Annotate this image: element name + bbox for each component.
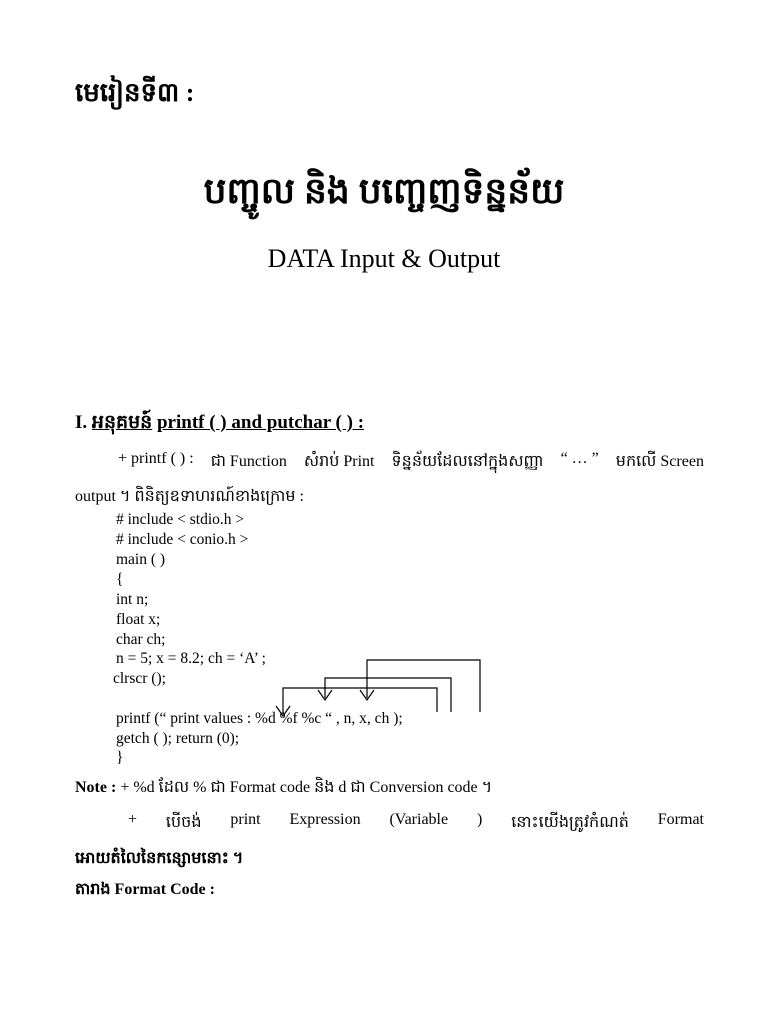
paragraph-word: (Variable <box>389 811 449 828</box>
arrow-ch-to-c <box>367 660 480 712</box>
code-line: int n; <box>116 591 149 608</box>
paragraph-word: + printf ( ) : <box>118 450 194 467</box>
paragraph-word: ជា Function <box>210 453 287 470</box>
page-title-khmer: បញ្ចូល និង បញ្ចេញទិន្នន័យ <box>203 171 565 211</box>
section-khmer-word: អនុគមន៍ <box>91 412 153 433</box>
paragraph-word: មកលើ Screen <box>615 453 704 470</box>
arrow-n-to-d <box>283 688 437 714</box>
paragraph-word: print <box>230 811 261 828</box>
code-line: # include < stdio.h > <box>116 511 245 528</box>
code-line: # include < conio.h > <box>116 531 249 548</box>
code-line: getch ( ); return (0); <box>116 730 240 747</box>
code-line: main ( ) <box>116 551 166 568</box>
paragraph-expression-continued: អោយតំលៃនៃកន្សោមនោះ ។ <box>75 850 244 867</box>
note-line <box>75 776 492 800</box>
section-numeral: I. <box>75 412 88 433</box>
code-line: char ch; <box>116 631 166 648</box>
paragraph-word: បើចង់ <box>165 814 202 831</box>
note-label: Note : <box>75 779 117 796</box>
paragraph-word: សំរាប់ Print <box>303 453 375 470</box>
paragraph-expression <box>128 811 704 835</box>
paragraph-word: “ … ” <box>560 450 599 467</box>
paragraph-word: Expression <box>289 811 361 828</box>
code-line: n = 5; x = 8.2; ch = ‘A’ ; <box>116 650 266 667</box>
note-text: + %d ដែល % ជា Format code និង d ជា Conversion code ។ <box>120 779 493 796</box>
code-line-printf: printf (“ print values : %d %f %c “ , n, x, ch ); <box>116 710 403 727</box>
paragraph-word: + <box>128 811 138 828</box>
paragraph-word: ) <box>477 811 483 828</box>
format-code-label: Format Code : <box>114 881 215 898</box>
arrow-x-to-f <box>325 678 451 712</box>
section-title: printf ( ) and putchar ( ) : <box>156 412 365 433</box>
paragraph-word: Format <box>657 811 704 828</box>
lesson-label: មេរៀនទី៣ : <box>75 78 195 107</box>
code-line: { <box>116 571 124 588</box>
page-title-english: DATA Input & Output <box>267 244 501 273</box>
code-line: } <box>116 749 124 766</box>
code-line: clrscr (); <box>113 670 166 687</box>
paragraph-word: ទិន្នន័យដែលនៅក្នុងសញ្ញា <box>391 453 544 470</box>
code-line: float x; <box>116 611 161 628</box>
paragraph-example-intro: output ។ ពិនិត្យឧទាហរណ៍ខាងក្រោម : <box>75 488 304 505</box>
paragraph-word: នោះយើងត្រូវកំណត់ <box>511 814 629 831</box>
format-code-khmer: តារាង <box>75 881 111 898</box>
format-code-heading <box>75 878 215 902</box>
